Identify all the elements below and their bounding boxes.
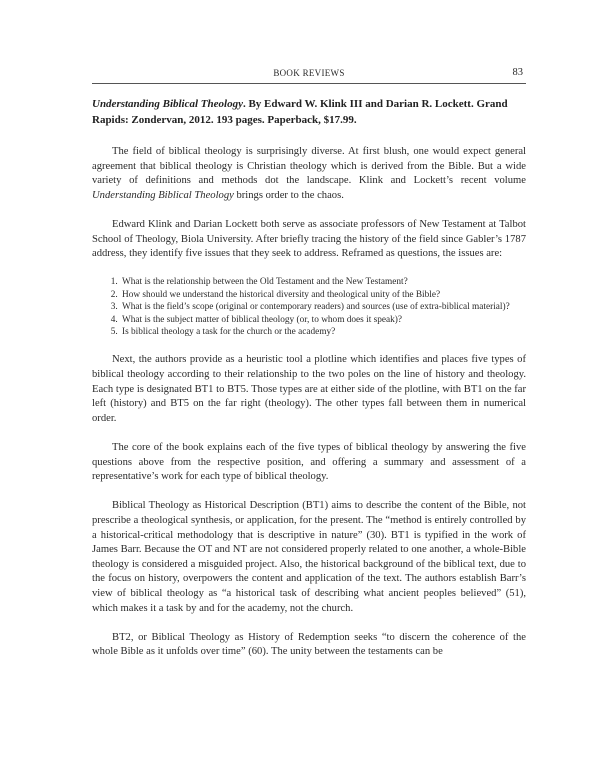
book-title-reference: Understanding Biblical Theology	[92, 189, 234, 201]
paragraph-bt1: Biblical Theology as Historical Description (BT1) aims to describe the content of the Bible, not prescribe a theological synthesis, or application, for the present. The “method is entirely controlled by a historical-critical methodology that is descriptive in nature” (30). BT1 is typified in the work of James Barr. Because the OT and NT are not considered properly related to one another, a whole-Bible theology is considered a misguided project. Also, the historical background of the biblical text, due to the focus on history, overpowers the content and application of the text. The authors establish Barr’s view of biblical theology as “a historical task of describing what ancient peoples believed” (51), which makes it a task by and for the academy, not the church.	[92, 500, 526, 614]
issues-list	[92, 276, 526, 339]
paragraph-plotline: Next, the authors provide as a heuristic tool a plotline which identifies and places five types of biblical theology according to their relationship to the two poles on the line of history and theology. Each type is designated BT1 to BT5. Those types are at either side of the plotline, with BT1 on the far left (history) and BT5 on the far right (theology). The other types fall between them in numerical order.	[92, 354, 526, 424]
paragraph-authors: Edward Klink and Darian Lockett both serve as associate professors of New Testament at Talbot School of Theology, Biola University. After briefly tracing the history of the field since Gabler’s 1787 address, they identify five issues that they seek to address. Reframed as questions, the issues are:	[92, 218, 526, 260]
list-item: 4. What is the subject matter of biblical theology (or, to whom does it speak)?	[120, 314, 526, 327]
paragraph-bt2: BT2, or Biblical Theology as History of Redemption seeks “to discern the coherence of the whole Bible as it unfolds over time” (60). The unity between the testaments can be	[92, 631, 526, 658]
list-item: 2. How should we understand the historical diversity and theological unity of the Bible?	[120, 289, 526, 302]
book-title: Understanding Biblical Theology	[92, 98, 243, 110]
list-item: 3. What is the field’s scope (original or contemporary readers) and sources (use of extra-biblical material)?	[120, 301, 526, 314]
running-title: BOOK REVIEWS	[273, 68, 345, 78]
paragraph-intro-end: brings order to the chaos.	[233, 189, 344, 201]
running-head	[92, 66, 526, 82]
review-heading	[92, 96, 526, 128]
paragraph-intro	[92, 145, 526, 203]
page-number: 83	[512, 67, 523, 78]
book-citation: . By Edward W. Klink III and Darian R. Lockett. Grand Rapids: Zondervan, 2012. 193 pages. Paperback, $17.99.	[92, 98, 508, 126]
paragraph-core: The core of the book explains each of the five types of biblical theology by answering the five questions above from the respective position, and offering a summary and assessment of a representative’s work for each type of biblical theology.	[92, 442, 526, 483]
list-item: 5. Is biblical theology a task for the church or the academy?	[120, 326, 526, 339]
paragraph-intro-text: The field of biblical theology is surprisingly diverse. At first blush, one would expect general agreement that biblical theology is Christian theology which is derived from the Bible. But a wide variety of definitions and methods dot the landscape. Klink and Lockett’s recent volume	[92, 146, 526, 187]
header-rule	[92, 83, 526, 84]
document-page	[92, 0, 526, 776]
list-item: 1. What is the relationship between the Old Testament and the New Testament?	[120, 276, 526, 289]
review-body	[92, 145, 526, 675]
